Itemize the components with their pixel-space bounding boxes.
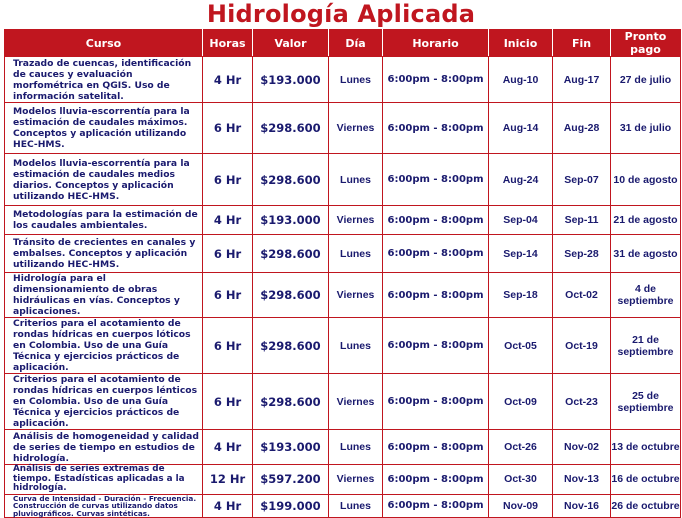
cell-fin: Sep-28: [553, 235, 611, 273]
cell-horas: 6 Hr: [203, 318, 253, 374]
table-row: [5, 57, 681, 103]
table-row: [5, 374, 681, 430]
table-row: [5, 206, 681, 235]
cell-pronto-pago: 31 de julio: [611, 103, 681, 154]
cell-inicio: Aug-14: [489, 103, 553, 154]
cell-horas: 6 Hr: [203, 235, 253, 273]
cell-valor: $298.600: [253, 103, 329, 154]
cell-valor: $298.600: [253, 235, 329, 273]
cell-inicio: Oct-26: [489, 430, 553, 465]
cell-horario: 6:00pm - 8:00pm: [383, 374, 489, 430]
header-valor: Valor: [253, 30, 329, 57]
cell-valor: $199.000: [253, 494, 329, 518]
cell-valor: $298.600: [253, 318, 329, 374]
cell-pronto-pago: 25 de septiembre: [611, 374, 681, 430]
table-row: [5, 273, 681, 318]
cell-horas: 6 Hr: [203, 103, 253, 154]
cell-horario: 6:00pm - 8:00pm: [383, 154, 489, 206]
cell-pronto-pago: 16 de octubre: [611, 465, 681, 495]
cell-dia: Lunes: [329, 235, 383, 273]
cell-horas: 4 Hr: [203, 206, 253, 235]
cell-curso: Metodologías para la estimación de los caudales ambientales.: [5, 206, 203, 235]
cell-inicio: Sep-14: [489, 235, 553, 273]
cell-horas: 6 Hr: [203, 374, 253, 430]
cell-fin: Nov-16: [553, 494, 611, 518]
cell-fin: Oct-02: [553, 273, 611, 318]
header-fin: Fin: [553, 30, 611, 57]
cell-pronto-pago: 26 de octubre: [611, 494, 681, 518]
cell-horas: 4 Hr: [203, 494, 253, 518]
cell-valor: $298.600: [253, 154, 329, 206]
cell-curso: Criterios para el acotamiento de rondas hídricas en cuerpos lóticos en Colombia. Uso de una Guía Técnica y ejercicios prácticos de aplicación.: [5, 318, 203, 374]
cell-dia: Lunes: [329, 494, 383, 518]
cell-dia: Viernes: [329, 465, 383, 495]
cell-fin: Aug-28: [553, 103, 611, 154]
cell-inicio: Sep-04: [489, 206, 553, 235]
table-row: [5, 494, 681, 518]
cell-curso: Análisis de series extremas de tiempo. Estadísticas aplicadas a la hidrología.: [5, 465, 203, 495]
cell-valor: $193.000: [253, 430, 329, 465]
cell-horario: 6:00pm - 8:00pm: [383, 206, 489, 235]
cell-valor: $298.600: [253, 273, 329, 318]
cell-valor: $193.000: [253, 206, 329, 235]
table-row: [5, 318, 681, 374]
cell-horario: 6:00pm - 8:00pm: [383, 57, 489, 103]
cell-dia: Viernes: [329, 206, 383, 235]
table-row: [5, 154, 681, 206]
course-schedule-table: [4, 29, 681, 518]
header-dia: Día: [329, 30, 383, 57]
cell-inicio: Oct-30: [489, 465, 553, 495]
cell-horas: 4 Hr: [203, 57, 253, 103]
cell-horas: 6 Hr: [203, 154, 253, 206]
cell-curso: Criterios para el acotamiento de rondas hídricas en cuerpos lénticos en Colombia. Uso de una Guía Técnica y ejercicios prácticos de aplicación.: [5, 374, 203, 430]
table-row: [5, 465, 681, 495]
cell-pronto-pago: 31 de agosto: [611, 235, 681, 273]
cell-pronto-pago: 21 de septiembre: [611, 318, 681, 374]
cell-horario: 6:00pm - 8:00pm: [383, 494, 489, 518]
table-row: [5, 103, 681, 154]
cell-curso: Modelos lluvia-escorrentía para la estimación de caudales medios diarios. Conceptos y aplicación utilizando HEC-HMS.: [5, 154, 203, 206]
cell-inicio: Nov-09: [489, 494, 553, 518]
table-header-row: [5, 30, 681, 57]
cell-inicio: Aug-10: [489, 57, 553, 103]
cell-horario: 6:00pm - 8:00pm: [383, 235, 489, 273]
cell-curso: Curva de Intensidad - Duración - Frecuencia. Construcción de curvas utilizando datos pluviográficos. Curvas sintéticas.: [5, 494, 203, 518]
cell-horario: 6:00pm - 8:00pm: [383, 430, 489, 465]
cell-dia: Lunes: [329, 430, 383, 465]
header-inicio: Inicio: [489, 30, 553, 57]
cell-dia: Viernes: [329, 103, 383, 154]
cell-dia: Lunes: [329, 318, 383, 374]
cell-inicio: Aug-24: [489, 154, 553, 206]
cell-fin: Oct-23: [553, 374, 611, 430]
cell-fin: Nov-02: [553, 430, 611, 465]
cell-curso: Tránsito de crecientes en canales y embalses. Conceptos y aplicación utilizando HEC-HMS.: [5, 235, 203, 273]
cell-fin: Sep-11: [553, 206, 611, 235]
cell-dia: Viernes: [329, 273, 383, 318]
cell-pronto-pago: 21 de agosto: [611, 206, 681, 235]
cell-horas: 12 Hr: [203, 465, 253, 495]
table-row: [5, 235, 681, 273]
cell-pronto-pago: 10 de agosto: [611, 154, 681, 206]
cell-fin: Oct-19: [553, 318, 611, 374]
header-horas: Horas: [203, 30, 253, 57]
page-title: Hidrología Aplicada: [206, 0, 476, 28]
cell-curso: Trazado de cuencas, identificación de cauces y evaluación morfométrica en QGIS. Uso de información satelital.: [5, 57, 203, 103]
cell-dia: Lunes: [329, 154, 383, 206]
table-row: [5, 430, 681, 465]
cell-dia: Lunes: [329, 57, 383, 103]
cell-valor: $193.000: [253, 57, 329, 103]
cell-valor: $298.600: [253, 374, 329, 430]
cell-inicio: Sep-18: [489, 273, 553, 318]
cell-fin: Aug-17: [553, 57, 611, 103]
cell-pronto-pago: 27 de julio: [611, 57, 681, 103]
cell-dia: Viernes: [329, 374, 383, 430]
cell-fin: Nov-13: [553, 465, 611, 495]
cell-horario: 6:00pm - 8:00pm: [383, 318, 489, 374]
cell-horas: 6 Hr: [203, 273, 253, 318]
cell-curso: Hidrología para el dimensionamiento de obras hidráulicas en vías. Conceptos y aplicaciones.: [5, 273, 203, 318]
cell-horario: 6:00pm - 8:00pm: [383, 273, 489, 318]
cell-pronto-pago: 13 de octubre: [611, 430, 681, 465]
cell-valor: $597.200: [253, 465, 329, 495]
cell-inicio: Oct-05: [489, 318, 553, 374]
cell-horas: 4 Hr: [203, 430, 253, 465]
cell-curso: Modelos lluvia-escorrentía para la estimación de caudales máximos. Conceptos y aplicación utilizando HEC-HMS.: [5, 103, 203, 154]
cell-horario: 6:00pm - 8:00pm: [383, 103, 489, 154]
header-horario: Horario: [383, 30, 489, 57]
cell-pronto-pago: 4 de septiembre: [611, 273, 681, 318]
cell-horario: 6:00pm - 8:00pm: [383, 465, 489, 495]
header-curso: Curso: [5, 30, 203, 57]
cell-curso: Análisis de homogeneidad y calidad de series de tiempo en estudios de hidrología.: [5, 430, 203, 465]
header-pronto-pago: Pronto pago: [611, 30, 681, 57]
cell-inicio: Oct-09: [489, 374, 553, 430]
cell-fin: Sep-07: [553, 154, 611, 206]
